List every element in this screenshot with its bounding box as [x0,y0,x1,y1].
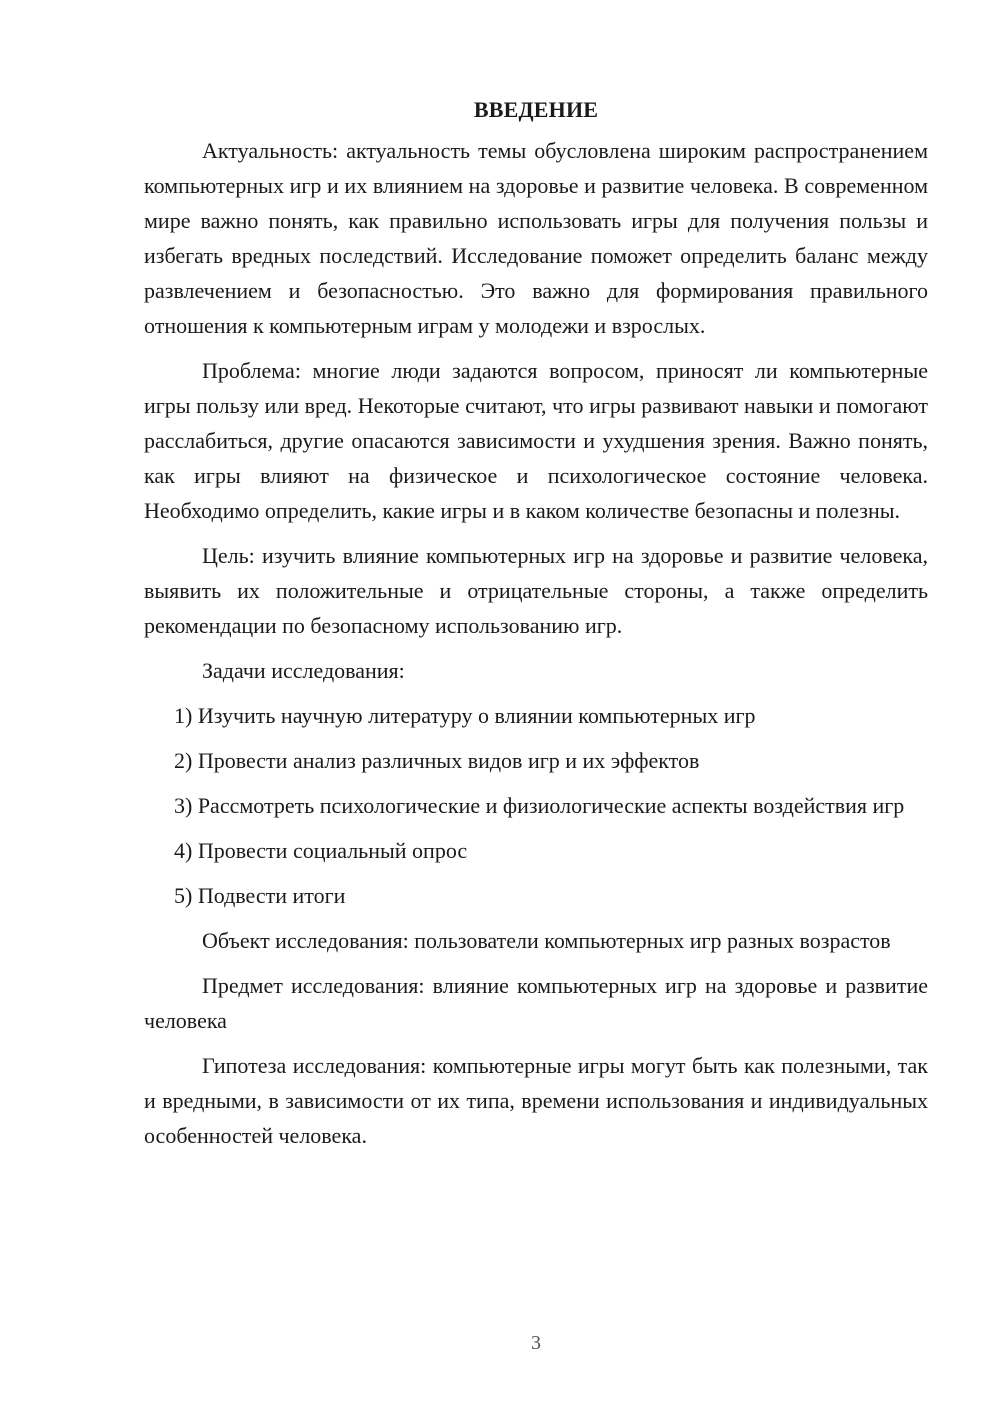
task-item: 3) Рассмотреть психологические и физиологические аспекты воздействия игр [174,793,905,818]
section-title: ВВЕДЕНИЕ [473,97,599,122]
document-body [144,92,928,1153]
paragraph-problem: Проблема: многие люди задаются вопросом, приносят ли компьютерные игры пользу или вред. Некоторые считают, что игры развивают навыки и помогают расслабиться, другие опасаются зависимости и ухудшения зрения. Важно понять, как игры влияют на физическое и психологическое состояние человека. Необходимо определить, какие игры и в каком количестве безопасны и полезны. [144,358,928,523]
paragraph-object: Объект исследования: пользователи компьютерных игр разных возрастов [202,928,891,953]
paragraph-subject: Предмет исследования: влияние компьютерных игр на здоровье и развитие человека [144,973,928,1033]
tasks-list [144,698,928,913]
page-number: 3 [531,1332,541,1354]
task-item: 5) Подвести итоги [174,883,346,908]
paragraph-hypothesis: Гипотеза исследования: компьютерные игры могут быть как полезными, так и вредными, в зависимости от их типа, времени использования и индивидуальных особенностей человека. [144,1053,928,1148]
paragraph-goal: Цель: изучить влияние компьютерных игр на здоровье и развитие человека, выявить их положительные и отрицательные стороны, а также определить рекомендации по безопасному использованию игр. [144,543,928,638]
task-item: 4) Провести социальный опрос [174,838,468,863]
task-item: 1) Изучить научную литературу о влиянии компьютерных игр [174,703,756,728]
tasks-heading: Задачи исследования: [202,658,405,683]
paragraph-relevance: Актуальность: актуальность темы обусловлена широким распространением компьютерных игр и их влиянием на здоровье и развитие человека. В современном мире важно понять, как правильно использовать игры для получения пользы и избегать вредных последствий. Исследование поможет определить баланс между развлечением и безопасностью. Это важно для формирования правильного отношения к компьютерным играм у молодежи и взрослых. [144,138,928,338]
task-item: 2) Провести анализ различных видов игр и их эффектов [174,748,700,773]
